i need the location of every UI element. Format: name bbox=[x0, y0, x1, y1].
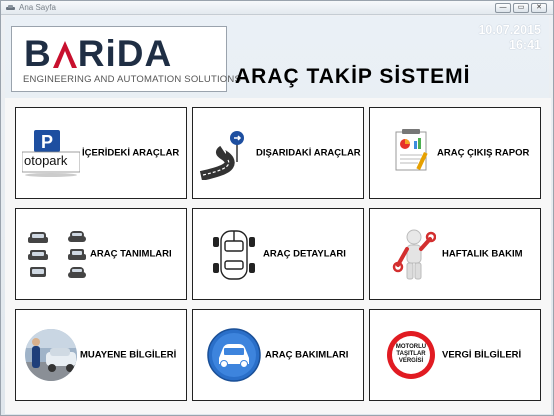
tile-arac-cikis-rapor[interactable] bbox=[369, 107, 541, 199]
parking-sign-icon bbox=[22, 130, 80, 183]
date-text: 10.07.2015 bbox=[478, 23, 541, 37]
tile-label: İÇERİDEKİ ARAÇLAR bbox=[82, 147, 180, 159]
logo-tagline: ENGINEERING AND AUTOMATION SOLUTIONS bbox=[23, 74, 241, 85]
car-service-sign-icon bbox=[207, 328, 261, 387]
minimize-button[interactable]: — bbox=[495, 3, 511, 13]
tile-muayene-bilgileri[interactable] bbox=[15, 309, 187, 401]
tile-disaridaki-araclar[interactable] bbox=[192, 107, 364, 199]
tax-sign-text: MOTORLU TAŞITLAR VERGİSİ bbox=[395, 344, 427, 364]
page-title: ARAÇ TAKİP SİSTEMİ bbox=[235, 65, 471, 88]
tile-label: HAFTALIK BAKIM bbox=[442, 248, 523, 260]
app-icon bbox=[6, 4, 15, 12]
maximize-button[interactable]: ▭ bbox=[513, 3, 529, 13]
tile-label: DIŞARIDAKİ ARAÇLAR bbox=[256, 147, 361, 159]
tile-label: MUAYENE BİLGİLERİ bbox=[80, 349, 177, 361]
tile-label: VERGİ BİLGİLERİ bbox=[442, 349, 522, 361]
tile-arac-tanimlari[interactable] bbox=[15, 208, 187, 300]
tile-arac-detaylari[interactable] bbox=[192, 208, 364, 300]
report-chart-icon bbox=[390, 128, 434, 179]
svg-text:P: P bbox=[40, 132, 54, 152]
vehicle-types-icon bbox=[26, 227, 92, 290]
tile-label: ARAÇ BAKIMLARI bbox=[265, 349, 349, 361]
parking-sign-text: otopark bbox=[24, 153, 68, 168]
car-outline-icon bbox=[205, 225, 263, 290]
title-bar[interactable] bbox=[1, 1, 553, 15]
datetime-display bbox=[478, 23, 541, 53]
logo-wordmark: B RiDA bbox=[24, 33, 173, 74]
tile-arac-bakimlari[interactable] bbox=[192, 309, 364, 401]
inspection-photo-icon bbox=[24, 328, 78, 387]
company-logo bbox=[11, 26, 241, 92]
close-button[interactable]: ✕ bbox=[531, 3, 547, 13]
tile-label: ARAÇ ÇIKIŞ RAPOR bbox=[437, 147, 530, 159]
window-title: Ana Sayfa bbox=[19, 3, 56, 12]
mechanic-figure-icon bbox=[392, 227, 436, 288]
tax-sign-icon bbox=[386, 330, 436, 385]
tile-label: ARAÇ DETAYLARI bbox=[263, 248, 346, 260]
tile-haftalik-bakim[interactable] bbox=[369, 208, 541, 300]
time-text: 16:41 bbox=[509, 38, 541, 52]
tile-iceride-araclar[interactable] bbox=[15, 107, 187, 199]
road-sign-icon bbox=[199, 128, 257, 185]
tile-vergi-bilgileri[interactable] bbox=[369, 309, 541, 401]
tile-label: ARAÇ TANIMLARI bbox=[90, 248, 172, 260]
